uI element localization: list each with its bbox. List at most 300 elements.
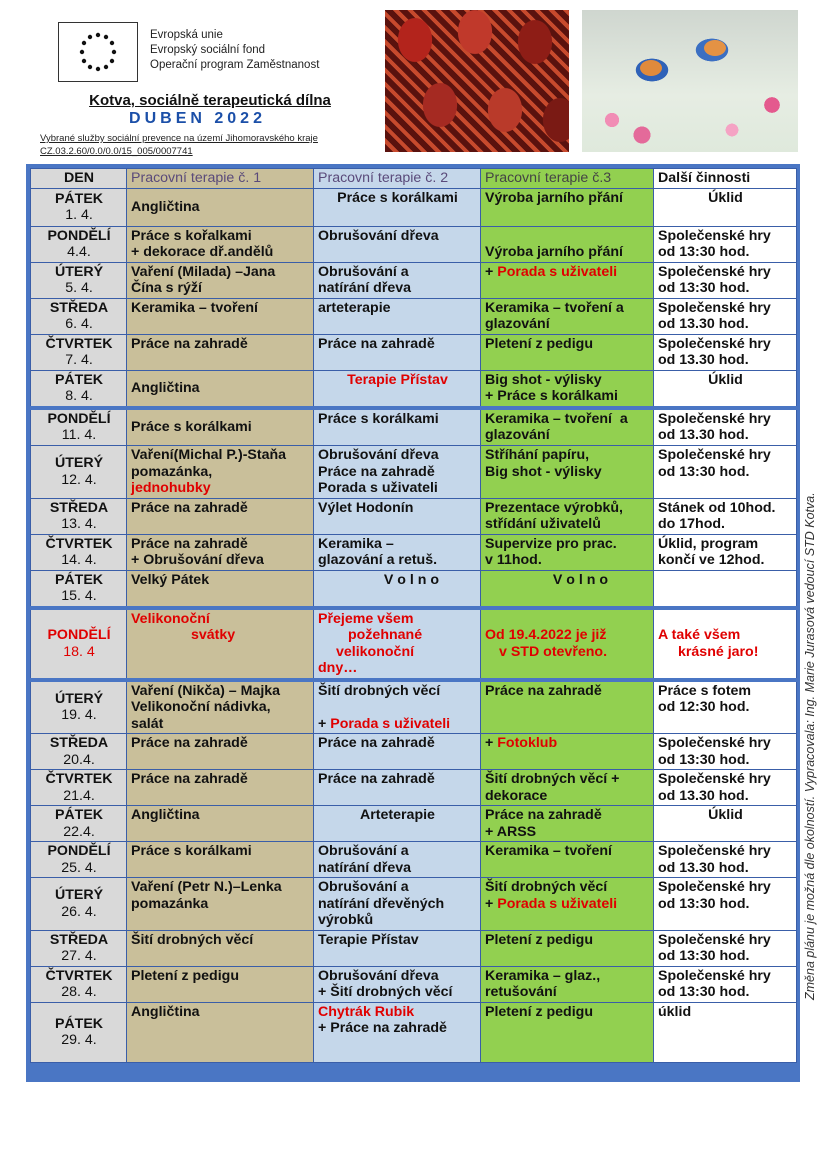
activity-line: Úklid, program [658, 535, 759, 552]
activity-line: Stříhání papíru, [485, 447, 590, 463]
activity-line: Pletení z pedigu [485, 335, 593, 352]
activity-line: Společenské hry [658, 879, 771, 895]
activity-line: Společenské hry [658, 263, 771, 280]
eu-line-3: Operační program Zaměstnanost [150, 59, 320, 71]
activity-line: do 17hod. [658, 516, 725, 532]
header-cell: Pracovní terapie č. 2 [314, 169, 481, 189]
activity-line: Společenské hry [658, 447, 771, 463]
activity-cell [127, 1002, 314, 1062]
activity-line: Práce na zahradě [131, 535, 248, 552]
activity-cell [481, 298, 654, 334]
day-cell [31, 1002, 127, 1062]
day-date: 14. 4. [61, 552, 97, 568]
activity-line: Práce s kořalkami [131, 227, 252, 244]
activity-cell [481, 188, 654, 226]
eu-flag-icon [58, 22, 138, 82]
activity-line: od 12:30 hod. [658, 699, 750, 715]
activity-cell [127, 930, 314, 966]
day-cell [31, 930, 127, 966]
activity-line: Obrušování a [318, 263, 409, 280]
activity-line: + dekorace dř.andělů [131, 244, 274, 260]
activity-cell [481, 334, 654, 370]
day-cell [31, 446, 127, 499]
activity-line: velikonoční [336, 643, 415, 660]
activity-cell [314, 770, 481, 806]
activity-line: Práce na zahradě [318, 335, 435, 352]
activity-cell [654, 188, 797, 226]
day-date: 21.4. [63, 787, 95, 804]
activity-line: + Porada s uživateli [485, 263, 618, 280]
day-cell [31, 498, 127, 534]
table-row [31, 446, 797, 499]
activity-cell [127, 570, 314, 608]
activity-cell [127, 226, 314, 262]
activity-line: Práce na zahradě [485, 682, 602, 699]
activity-line [485, 228, 650, 245]
bird-breast-decoration [640, 60, 662, 76]
activity-cell [314, 966, 481, 1002]
activity-line: Od 19.4.2022 je již [485, 627, 607, 643]
activity-cell [654, 446, 797, 499]
day-date: 8. 4. [65, 388, 93, 404]
activity-line: Angličtina [131, 1003, 200, 1020]
activity-cell [127, 408, 314, 446]
activity-cell [127, 262, 314, 298]
day-cell [31, 262, 127, 298]
activity-line: + Fotoklub [485, 735, 558, 751]
activity-line: Keramika – tvoření a [485, 410, 628, 427]
activity-cell [127, 878, 314, 931]
activity-line: Práce na zahradě [318, 771, 435, 787]
activity-line: krásné jaro! [678, 643, 759, 660]
eu-text [150, 28, 319, 73]
activity-cell [127, 534, 314, 570]
activity-line: Angličtina [131, 807, 200, 823]
day-name: PONDĚLÍ [47, 410, 111, 427]
activity-line: Vaření (Nikča) – Majka [131, 682, 281, 699]
activity-line: Práce s korálkami [337, 189, 458, 206]
activity-cell [654, 878, 797, 931]
activity-cell [654, 226, 797, 262]
day-name: PÁTEK [54, 1015, 104, 1032]
day-cell [31, 226, 127, 262]
table-row [31, 408, 797, 446]
project-code: CZ.03.2.60/0.0/0.0/15_005/0007741 [40, 146, 193, 157]
activity-cell [654, 334, 797, 370]
activity-cell [654, 570, 797, 608]
activity-line: Obrušování a [318, 879, 409, 895]
activity-line: Výroba jarního přání [485, 189, 623, 206]
activity-cell [314, 806, 481, 842]
activity-line: + Obrušování dřeva [131, 552, 264, 568]
activity-line: Stánek od 10hod. [658, 499, 776, 516]
activity-line: pomazánka [131, 895, 209, 912]
day-cell [31, 966, 127, 1002]
activity-cell [314, 370, 481, 408]
activity-line: Big shot - výlisky [485, 463, 602, 480]
activity-line: Obrušování a [318, 843, 409, 859]
table-row [31, 370, 797, 408]
activity-line: pomazánka, [131, 463, 213, 480]
activity-line: natírání dřeva [318, 280, 412, 296]
activity-line: retušování [485, 984, 557, 1000]
eu-line-1: Evropská unie [150, 29, 223, 41]
activity-cell [314, 498, 481, 534]
eu-logo-block [58, 22, 348, 82]
activity-line: od 13.30 hod. [658, 427, 749, 443]
activity-cell [481, 734, 654, 770]
activity-line: Šití drobných věcí + [485, 771, 620, 787]
header-cell: Pracovní terapie č.3 [481, 169, 654, 189]
bird-breast-decoration [704, 40, 726, 56]
day-name: STŘEDA [49, 735, 109, 751]
activity-cell [127, 734, 314, 770]
activity-cell [314, 188, 481, 226]
activity-line: Společenské hry [658, 967, 771, 984]
activity-line: + Porada s uživateli [485, 895, 618, 912]
activity-line: Práce s fotem [658, 682, 752, 699]
activity-line: glazování [485, 316, 550, 332]
day-date: 4.4. [67, 244, 91, 260]
activity-line: + Porada s uživateli [318, 715, 451, 732]
day-date: 13. 4. [61, 516, 97, 532]
activity-cell [654, 298, 797, 334]
activity-line: Šití drobných věcí [485, 879, 608, 895]
activity-line: + ARSS [485, 823, 537, 840]
activity-cell [654, 498, 797, 534]
activity-line: od 13.30 hod. [658, 352, 749, 368]
activity-line: Pletení z pedigu [131, 967, 239, 984]
activity-line: Práce na zahradě [131, 735, 248, 751]
activity-line: Porada s uživateli [318, 480, 438, 496]
activity-cell [314, 570, 481, 608]
day-name: STŘEDA [49, 931, 109, 948]
activity-cell [127, 370, 314, 408]
activity-cell [481, 966, 654, 1002]
activity-line: od 13.30 hod. [658, 787, 749, 804]
day-date: 5. 4. [65, 280, 93, 296]
table-row [31, 680, 797, 734]
day-name: ČTVRTEK [45, 771, 113, 787]
activity-line: Velikonoční [131, 610, 210, 627]
activity-line: Supervize pro prac. [485, 535, 617, 552]
activity-cell [127, 446, 314, 499]
header-cell: Pracovní terapie č. 1 [127, 169, 314, 189]
activity-line: Úklid [708, 371, 743, 388]
day-cell [31, 334, 127, 370]
activity-cell [127, 608, 314, 680]
activity-line: Velký Pátek [131, 571, 210, 588]
activity-cell [314, 878, 481, 931]
day-cell [31, 298, 127, 334]
day-name: PÁTEK [54, 371, 104, 388]
day-name: STŘEDA [49, 299, 109, 316]
side-note: Změna plánu je možná dle okolností. Vypracovala: Ing. Marie Jurasová vedoucí STD Kotva. [803, 492, 817, 1000]
activity-line: Práce s korálkami [318, 410, 439, 427]
table-row [31, 1002, 797, 1062]
day-name: PONDĚLÍ [47, 843, 111, 859]
activity-line: Prezentace výrobků, [485, 499, 623, 516]
day-date: 11. 4. [61, 427, 97, 444]
activity-line: glazování [485, 427, 550, 443]
day-cell [31, 188, 127, 226]
table-row [31, 966, 797, 1002]
activity-cell [654, 680, 797, 734]
activity-line: glazování a retuš. [318, 552, 438, 568]
activity-cell [654, 370, 797, 408]
eu-line-2: Evropský sociální fond [150, 44, 266, 56]
activity-line: Pletení z pedigu [485, 1003, 593, 1020]
activity-cell [654, 842, 797, 878]
activity-line: V o l n o [552, 571, 609, 588]
activity-line: + Práce na zahradě [318, 1020, 447, 1036]
activity-cell [654, 534, 797, 570]
activity-cell [127, 806, 314, 842]
activity-line: Čína s rýží [131, 280, 202, 296]
activity-line: Práce na zahradě [318, 463, 435, 480]
day-name: ÚTERÝ [54, 690, 104, 707]
activity-line: Šití drobných věcí [318, 682, 441, 699]
activity-line: Chytrák Rubik [318, 1003, 415, 1020]
day-cell [31, 842, 127, 878]
day-date: 15. 4. [61, 588, 97, 604]
activity-line: Práce na zahradě [131, 771, 248, 787]
activity-line: požehnané [348, 627, 423, 643]
activity-cell [314, 408, 481, 446]
activity-cell [654, 966, 797, 1002]
table-row [31, 334, 797, 370]
day-date: 22.4. [63, 823, 95, 840]
activity-cell [314, 680, 481, 734]
activity-cell [314, 608, 481, 680]
activity-cell [314, 298, 481, 334]
activity-line: v STD otevřeno. [499, 643, 608, 660]
day-date: 18. 4 [63, 643, 95, 660]
activity-line: Výroba jarního přání [485, 244, 623, 260]
activity-line: Big shot - výlisky [485, 371, 602, 388]
day-name: ÚTERÝ [54, 455, 104, 472]
activity-line: Angličtina [131, 198, 200, 215]
activity-cell [654, 608, 797, 680]
day-cell [31, 734, 127, 770]
activity-cell [314, 534, 481, 570]
month-heading: DUBEN 2022 [129, 110, 266, 127]
day-name: PÁTEK [54, 807, 104, 823]
day-cell [31, 680, 127, 734]
table-row [31, 262, 797, 298]
activity-line: střídání uživatelů [485, 516, 601, 532]
activity-cell [481, 370, 654, 408]
activity-line: od 13:30 hod. [658, 751, 750, 768]
activity-cell [127, 680, 314, 734]
activity-cell [481, 878, 654, 931]
activity-cell [314, 1002, 481, 1062]
activity-cell [654, 408, 797, 446]
activity-line: Práce na zahradě [318, 735, 435, 751]
day-name: STŘEDA [49, 499, 109, 516]
activity-line [318, 699, 477, 716]
activity-line: Práce na zahradě [131, 335, 248, 352]
activity-line: Obrušování dřeva [318, 447, 439, 463]
activity-cell [314, 930, 481, 966]
activity-line: dny… [318, 660, 358, 676]
header-cell: DEN [31, 169, 127, 189]
activity-line: Společenské hry [658, 410, 771, 427]
day-date: 7. 4. [65, 352, 93, 368]
activity-line: Přejeme všem [318, 610, 414, 627]
activity-line: od 13:30 hod. [658, 984, 750, 1000]
activity-cell [481, 226, 654, 262]
activity-line: úklid [658, 1003, 692, 1020]
easter-eggs-photo [385, 10, 569, 152]
activity-cell [481, 680, 654, 734]
table-row [31, 188, 797, 226]
activity-line: svátky [191, 627, 236, 643]
day-name: PÁTEK [54, 571, 104, 588]
day-date: 25. 4. [61, 859, 97, 876]
activity-line: od 13.30 hod. [658, 859, 749, 876]
activity-line: Keramika – tvoření a [485, 299, 624, 316]
activity-line: Keramika – tvoření [485, 843, 612, 859]
activity-line: V o l n o [383, 571, 440, 588]
day-name: ÚTERÝ [54, 263, 104, 280]
table-row [31, 226, 797, 262]
activity-line: výrobků [318, 912, 374, 928]
day-date: 19. 4. [61, 707, 97, 724]
day-cell [31, 370, 127, 408]
table-row [31, 298, 797, 334]
day-name: ČTVRTEK [45, 335, 113, 352]
activity-cell [314, 334, 481, 370]
activity-line: Šití drobných věcí [131, 931, 254, 948]
activity-line: od 13:30 hod. [658, 895, 750, 912]
activity-line: od 13:30 hod. [658, 244, 750, 260]
activity-cell [127, 966, 314, 1002]
day-name: ČTVRTEK [45, 535, 113, 552]
activity-cell [314, 262, 481, 298]
activity-line: salát [131, 715, 164, 732]
activity-line: natírání dřeva [318, 859, 412, 876]
day-name: ÚTERÝ [54, 887, 104, 904]
activity-cell [314, 226, 481, 262]
table-row [31, 770, 797, 806]
activity-line: Angličtina [131, 379, 200, 396]
activity-line: Společenské hry [658, 335, 771, 352]
day-cell [31, 770, 127, 806]
activity-line: Společenské hry [658, 843, 771, 859]
activity-line: Práce na zahradě [485, 807, 602, 823]
activity-line: Úklid [708, 189, 743, 206]
day-date: 1. 4. [65, 207, 93, 223]
activity-cell [314, 446, 481, 499]
activity-line: Velikonoční nádivka, [131, 699, 271, 715]
activity-cell [481, 498, 654, 534]
activity-cell [127, 842, 314, 878]
activity-line: končí ve 12hod. [658, 552, 765, 568]
table-row [31, 930, 797, 966]
table-row [31, 842, 797, 878]
activity-line: Keramika – [318, 535, 394, 552]
day-date: 29. 4. [61, 1032, 97, 1048]
activity-line: Terapie Přístav [347, 371, 448, 388]
activity-line: Terapie Přístav [318, 931, 419, 948]
day-cell [31, 878, 127, 931]
activity-cell [481, 806, 654, 842]
activity-cell [654, 734, 797, 770]
activity-line: Keramika – tvoření [131, 299, 258, 316]
schedule-table [30, 168, 797, 1063]
day-date: 12. 4. [61, 471, 97, 488]
activity-cell [481, 770, 654, 806]
day-name: ČTVRTEK [45, 967, 113, 984]
program-subtitle: Vybrané služby sociální prevence na území Jihomoravského kraje [40, 133, 318, 144]
table-row [31, 570, 797, 608]
day-cell [31, 806, 127, 842]
activity-cell [654, 1002, 797, 1062]
activity-line: Práce s korálkami [131, 419, 252, 435]
activity-line: Úklid [708, 807, 743, 823]
activity-cell [481, 1002, 654, 1062]
activity-line: Práce na zahradě [131, 499, 248, 516]
activity-line: v 11hod. [485, 552, 542, 568]
activity-line: od 13.30 hod. [658, 316, 749, 332]
header-cell: Další činnosti [654, 169, 797, 189]
day-cell [31, 570, 127, 608]
activity-line: jednohubky [131, 480, 211, 496]
activity-line: Výlet Hodonín [318, 499, 414, 516]
activity-cell [481, 408, 654, 446]
activity-cell [314, 734, 481, 770]
activity-line [658, 572, 793, 589]
activity-line: A také všem [658, 627, 741, 643]
day-cell [31, 608, 127, 680]
activity-line: Obrušování dřeva [318, 967, 439, 984]
activity-cell [481, 842, 654, 878]
table-row [31, 608, 797, 680]
activity-line: Vaření (Petr N.)–Lenka [131, 879, 282, 895]
day-name: PÁTEK [54, 190, 104, 207]
table-row [31, 534, 797, 570]
page-title: Kotva, sociálně terapeutická dílna [89, 92, 331, 109]
activity-line: + Práce s korálkami [485, 388, 618, 404]
activity-line: natírání dřevěných [318, 895, 445, 912]
birds-blossom-photo [582, 10, 798, 152]
activity-line: Vaření(Michal P.)-Staňa [131, 447, 287, 463]
day-name: PONDĚLÍ [47, 627, 111, 643]
activity-line: Společenské hry [658, 735, 771, 751]
activity-line: od 13:30 hod. [658, 280, 750, 296]
activity-cell [654, 770, 797, 806]
activity-line: Vaření (Milada) –Jana [131, 263, 276, 280]
activity-cell [481, 534, 654, 570]
day-date: 20.4. [63, 751, 95, 768]
day-date: 26. 4. [61, 903, 97, 920]
activity-cell [654, 806, 797, 842]
day-cell [31, 534, 127, 570]
activity-cell [314, 842, 481, 878]
activity-cell [481, 262, 654, 298]
activity-line: Keramika – glaz., [485, 967, 601, 984]
activity-line: Společenské hry [658, 227, 771, 244]
activity-line: Práce s korálkami [131, 843, 252, 859]
day-name: PONDĚLÍ [47, 227, 111, 244]
activity-line: dekorace [485, 787, 548, 804]
day-date: 27. 4. [61, 948, 97, 964]
activity-line: Pletení z pedigu [485, 931, 593, 948]
activity-cell [127, 498, 314, 534]
activity-cell [654, 930, 797, 966]
day-cell [31, 408, 127, 446]
